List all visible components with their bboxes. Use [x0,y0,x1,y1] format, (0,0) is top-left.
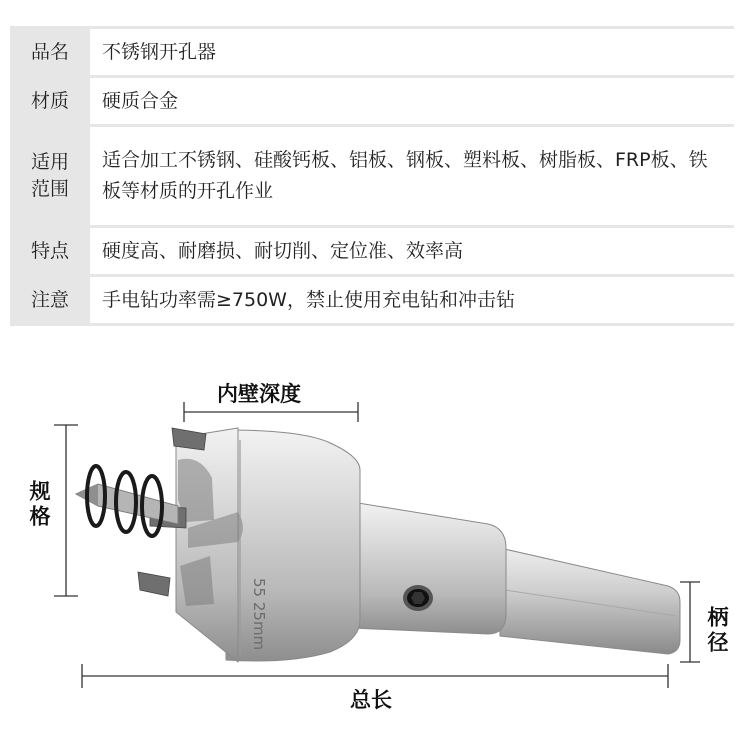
spec-size-label: 规格 [27,480,52,530]
spec-value: 适合加工不锈钢、硅酸钙板、铝板、钢板、塑料板、树脂板、FRP板、铁板等材质的开孔作业 [90,127,734,225]
inner-depth-label: 内壁深度 [217,381,301,406]
spec-value: 硬度高、耐磨损、耐切削、定位准、效率高 [90,228,734,274]
cutter-body [176,428,360,662]
shank [500,548,680,654]
spec-key: 材质 [10,78,90,124]
spec-value: 硬质合金 [90,78,734,124]
spec-key: 品名 [10,29,90,75]
spec-key: 特点 [10,228,90,274]
spec-key: 注意 [10,277,90,323]
spec-value: 手电钻功率需≥750W，禁止使用充电钻和冲击钻 [90,277,734,323]
spec-key: 适用 范围 [10,127,90,225]
collar [352,502,506,634]
set-screw [403,585,433,611]
spec-dimension [54,425,78,596]
shank-dimension [680,582,700,662]
size-engraving: 55 25mm [250,578,268,651]
shank-diameter-label: 柄径 [705,606,730,656]
spec-value: 不锈钢开孔器 [90,29,734,75]
total-length-label: 总长 [350,687,392,712]
